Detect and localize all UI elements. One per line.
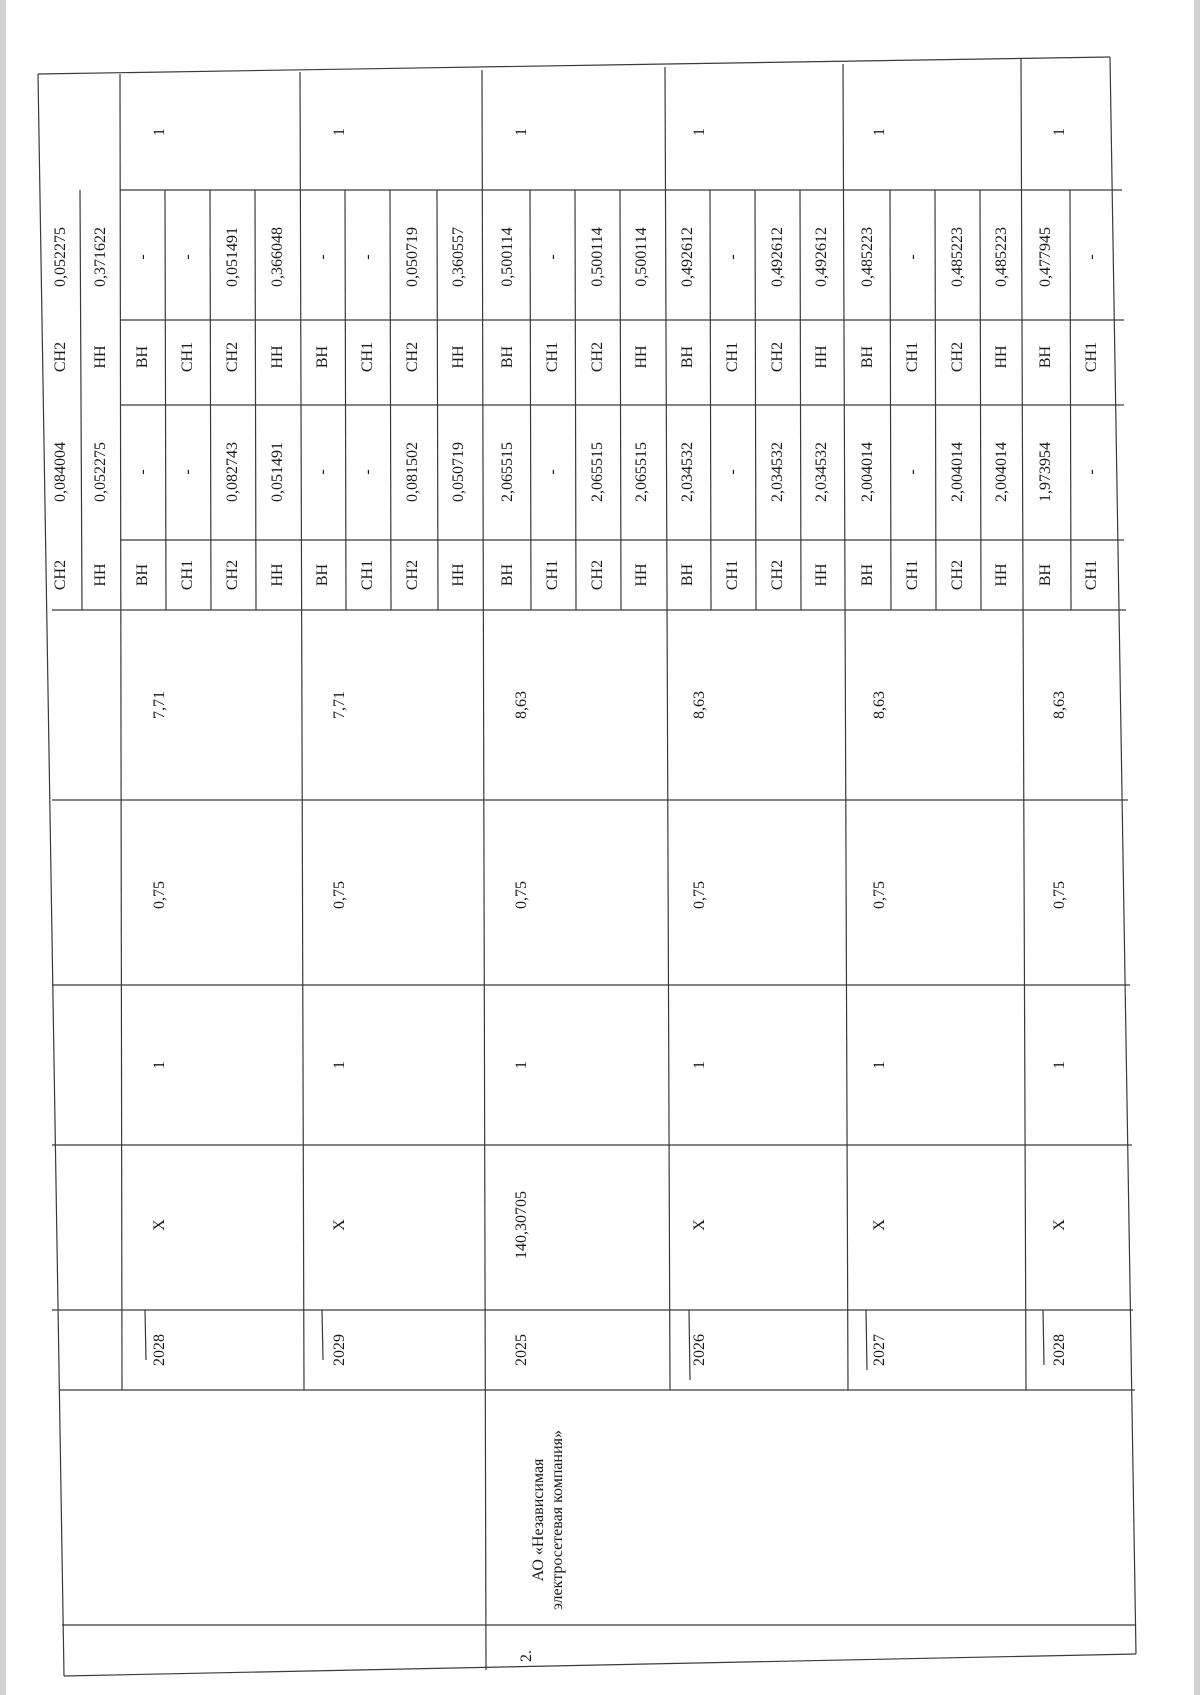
value-cell: 0,050719 [404, 227, 421, 287]
level-label: СН2 [404, 341, 421, 373]
last-col-cell: 1 [151, 128, 168, 136]
level-label: СН1 [544, 559, 561, 591]
rate-cell: 0,75 [691, 881, 708, 909]
level-label: НН [813, 563, 830, 587]
company-name: АО «Независимая электросетевая компания» [529, 1429, 566, 1611]
value-cell: - [1083, 469, 1100, 475]
level-label: СН2 [949, 559, 966, 591]
last-col-cell: 1 [513, 128, 530, 136]
last-col-cell: 1 [691, 128, 708, 136]
factor-cell: 1 [871, 1061, 888, 1069]
level-label: ВН [1037, 563, 1054, 587]
value-cell: 0,492612 [813, 227, 830, 287]
index-cell: X [1051, 1219, 1068, 1231]
value-cell: 0,371622 [92, 227, 109, 287]
level-label: СН2 [949, 341, 966, 373]
value-cell: 2,004014 [859, 442, 876, 502]
value-cell: 0,500114 [633, 227, 650, 287]
row-number: 2. [518, 1650, 535, 1662]
value-cell: 8,63 [1051, 691, 1068, 719]
value-cell: 2,004014 [949, 442, 966, 502]
year-cell: 2026 [691, 1334, 708, 1366]
level-label: ВН [679, 345, 696, 369]
value-cell: - [359, 254, 376, 260]
last-col-cell: 1 [331, 128, 348, 136]
level-label: ВН [859, 563, 876, 587]
year-cell: 2028 [151, 1334, 168, 1366]
value-cell: 0,485223 [993, 227, 1010, 287]
year-cell: 2029 [331, 1334, 348, 1366]
value-cell: 0,052275 [92, 442, 109, 502]
value-cell: 2,034532 [679, 442, 696, 502]
value-cell: 7,71 [151, 691, 168, 719]
level-label: НН [269, 345, 286, 369]
factor-cell: 1 [331, 1061, 348, 1069]
value-cell: 0,492612 [679, 227, 696, 287]
rate-cell: 0,75 [871, 881, 888, 909]
level-label: ВН [859, 345, 876, 369]
value-cell: 0,477945 [1037, 227, 1054, 287]
value-cell: - [904, 254, 921, 260]
level-label: ВН [499, 563, 516, 587]
rate-cell: 0,75 [1051, 881, 1068, 909]
factor-cell: 1 [513, 1061, 530, 1069]
level-label: СН1 [904, 341, 921, 373]
index-cell: X [331, 1219, 348, 1231]
factor-cell: 1 [691, 1061, 708, 1069]
value-cell: 1,973954 [1037, 442, 1054, 502]
factor-cell: 1 [151, 1061, 168, 1069]
value-cell: - [179, 469, 196, 475]
value-cell: - [544, 254, 561, 260]
level-label: СН1 [179, 559, 196, 591]
level-label: НН [633, 563, 650, 587]
level-label: ВН [1037, 345, 1054, 369]
level-label: СН2 [52, 559, 69, 591]
level-label: НН [993, 563, 1010, 587]
level-label: ВН [499, 345, 516, 369]
level-label: НН [450, 345, 467, 369]
level-label: ВН [134, 563, 151, 587]
level-label: СН2 [52, 341, 69, 373]
index-cell: 140,30705 [513, 1191, 530, 1259]
value-cell: 0,052275 [52, 227, 69, 287]
value-cell: 0,051491 [269, 442, 286, 502]
value-cell: - [134, 469, 151, 475]
value-cell: 0,360557 [450, 227, 467, 287]
level-label: СН1 [724, 341, 741, 373]
level-label: СН2 [769, 559, 786, 591]
value-cell: 0,051491 [224, 227, 241, 287]
value-cell: 8,63 [691, 691, 708, 719]
value-cell: - [724, 254, 741, 260]
value-cell: - [1083, 254, 1100, 260]
rate-cell: 0,75 [331, 881, 348, 909]
level-label: СН2 [589, 559, 606, 591]
value-cell: 8,63 [513, 691, 530, 719]
value-cell: 0,050719 [450, 442, 467, 502]
level-label: ВН [314, 345, 331, 369]
value-cell: 0,500114 [499, 227, 516, 287]
year-cell: 2027 [871, 1334, 888, 1366]
value-cell: 2,034532 [769, 442, 786, 502]
level-label: СН1 [179, 341, 196, 373]
level-label: СН1 [544, 341, 561, 373]
value-cell: 0,366048 [269, 227, 286, 287]
value-cell: - [134, 254, 151, 260]
level-label: ВН [314, 563, 331, 587]
value-cell: 2,065515 [633, 442, 650, 502]
value-cell: - [544, 469, 561, 475]
level-label: НН [269, 563, 286, 587]
level-label: НН [450, 563, 467, 587]
value-cell: 0,485223 [949, 227, 966, 287]
last-col-cell: 1 [871, 128, 888, 136]
index-cell: X [691, 1219, 708, 1231]
value-cell: 0,492612 [769, 227, 786, 287]
factor-cell: 1 [1051, 1061, 1068, 1069]
level-label: СН1 [904, 559, 921, 591]
year-cell: 2025 [513, 1334, 530, 1366]
level-label: НН [633, 345, 650, 369]
value-cell: 8,63 [871, 691, 888, 719]
value-cell: - [359, 469, 376, 475]
last-col-cell: 1 [1051, 128, 1068, 136]
level-label: НН [92, 345, 109, 369]
rate-cell: 0,75 [513, 881, 530, 909]
level-label: НН [92, 563, 109, 587]
level-label: СН1 [359, 559, 376, 591]
value-cell: 2,034532 [813, 442, 830, 502]
level-label: СН1 [724, 559, 741, 591]
level-label: СН2 [224, 559, 241, 591]
rate-cell: 0,75 [151, 881, 168, 909]
level-label: СН2 [224, 341, 241, 373]
level-label: СН1 [359, 341, 376, 373]
level-label: СН2 [769, 341, 786, 373]
level-label: СН1 [1083, 341, 1100, 373]
level-label: СН2 [589, 341, 606, 373]
value-cell: - [179, 254, 196, 260]
index-cell: X [151, 1219, 168, 1231]
index-cell: X [871, 1219, 888, 1231]
year-cell: 2028 [1051, 1334, 1068, 1366]
value-cell: 0,082743 [224, 442, 241, 502]
value-cell: 2,065515 [499, 442, 516, 502]
level-label: ВН [134, 345, 151, 369]
value-cell: - [904, 469, 921, 475]
value-cell: 0,485223 [859, 227, 876, 287]
value-cell: 7,71 [331, 691, 348, 719]
level-label: СН1 [1083, 559, 1100, 591]
level-label: ВН [679, 563, 696, 587]
value-cell: - [314, 469, 331, 475]
value-cell: 2,065515 [589, 442, 606, 502]
value-cell: - [314, 254, 331, 260]
value-cell: 0,081502 [404, 442, 421, 502]
value-cell: 2,004014 [993, 442, 1010, 502]
level-label: НН [813, 345, 830, 369]
value-cell: - [724, 469, 741, 475]
value-cell: 0,084004 [52, 442, 69, 502]
level-label: СН2 [404, 559, 421, 591]
level-label: НН [993, 345, 1010, 369]
value-cell: 0,500114 [589, 227, 606, 287]
